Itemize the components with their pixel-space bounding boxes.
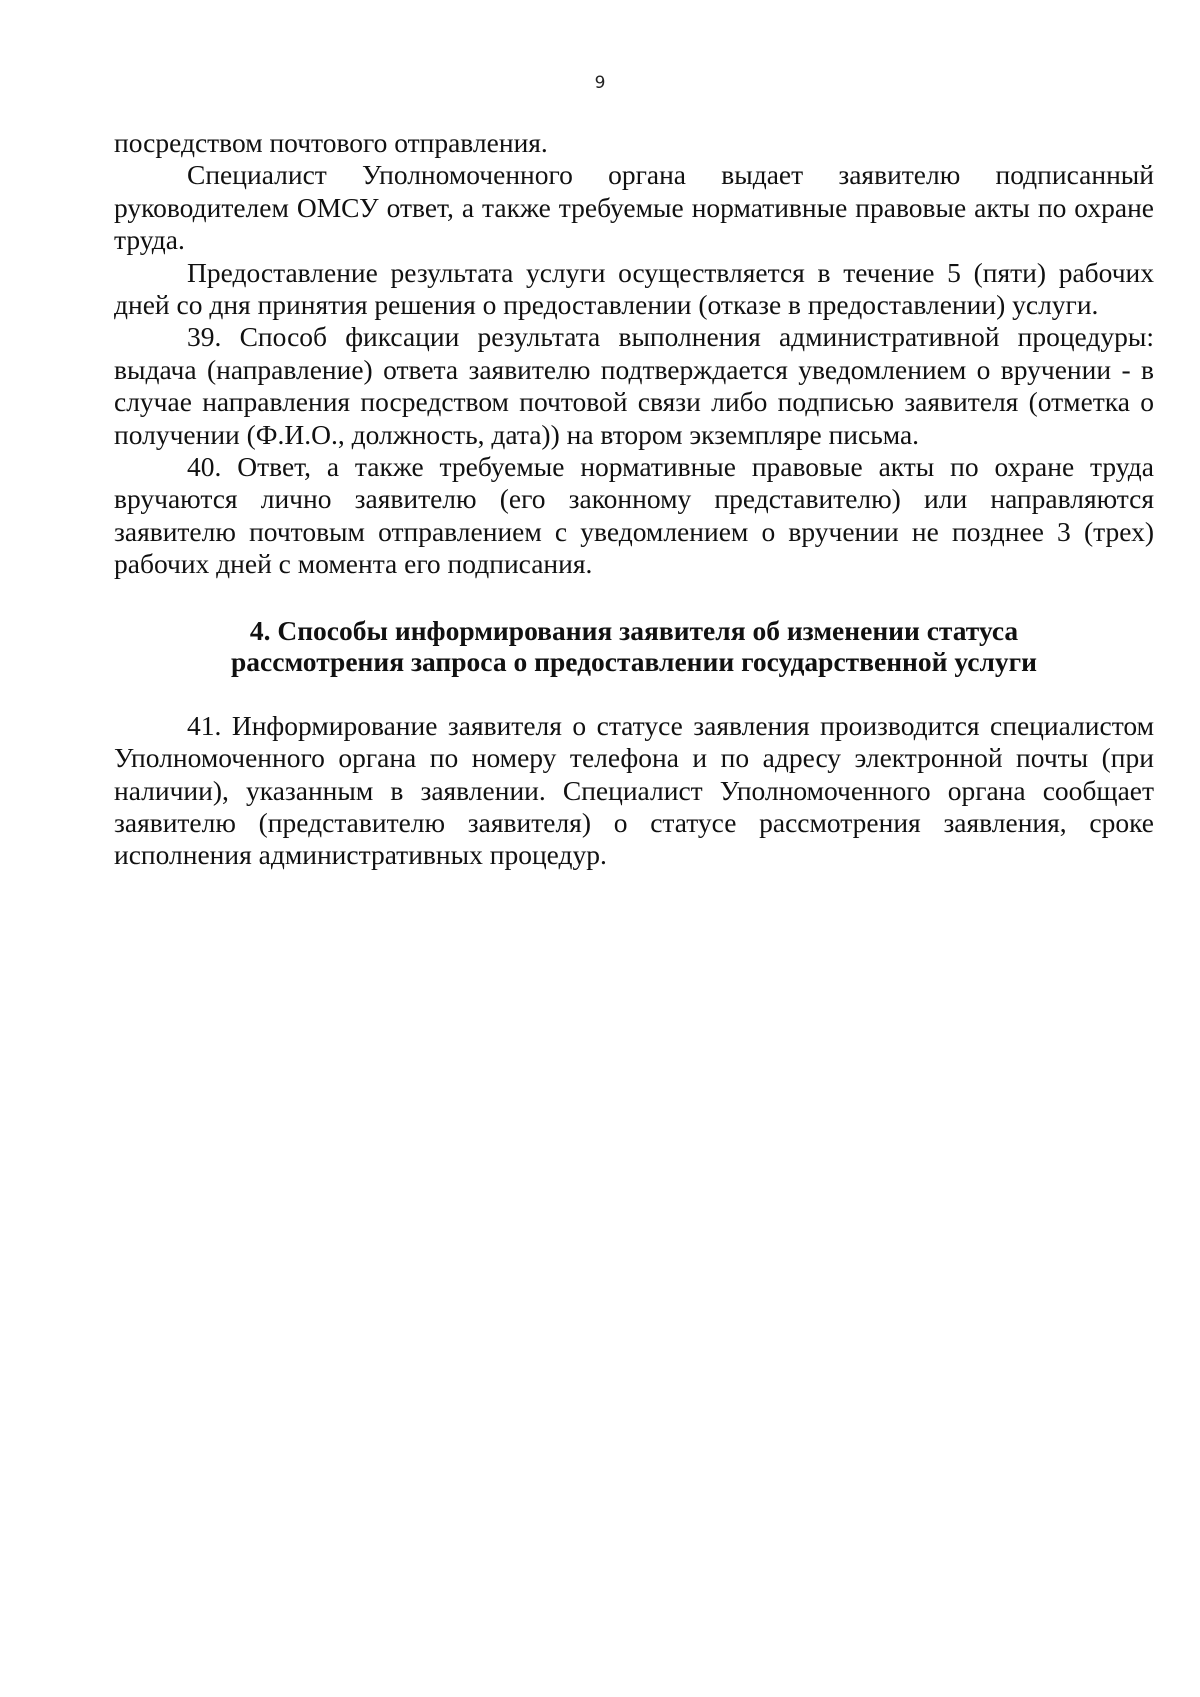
paragraph-result-delivery-term: Предоставление результата услуги осуществляется в течение 5 (пяти) рабочих дней со дня принятия решения о предоставлении (отказе в предоставлении) услуги. — [114, 256, 1154, 321]
section-4-heading — [114, 615, 1154, 677]
paragraph-specialist-issues-answer: Специалист Уполномоченного органа выдает заявителю подписанный руководителем ОМСУ ответ, а также требуемые нормативные правовые акты по охране труда. — [114, 159, 1154, 256]
document-body — [114, 127, 1154, 872]
section-4-heading-line-1: 4. Способы информирования заявителя об изменении статуса — [249, 614, 1019, 646]
section-spacer — [114, 677, 1154, 710]
paragraph-continuation: посредством почтового отправления. — [114, 127, 548, 158]
section-4-heading-line-2: рассмотрения запроса о предоставлении государственной услуги — [230, 645, 1037, 677]
paragraph-item-40: 40. Ответ, а также требуемые нормативные правовые акты по охране труда вручаются лично заявителю (его законному представителю) или направляются заявителю почтовым отправлением с уведомлением о вручении не позднее 3 (трех) рабочих дней с момента его подписания. — [114, 451, 1154, 580]
page-number: 9 — [594, 73, 606, 93]
paragraph-item-41: 41. Информирование заявителя о статусе заявления производится специалистом Уполномоченного органа по номеру телефона и по адресу электронной почты (при наличии), указанным в заявлении. Специалист Уполномоченного органа сообщает заявителю (представителю заявителя) о статусе рассмотрения заявления, сроке исполнения административных процедур. — [114, 709, 1154, 871]
paragraph-item-39: 39. Способ фиксации результата выполнения административной процедуры: выдача (направление) ответа заявителю подтверждается уведомлением о вручении - в случае направления посредством почтовой связи либо подписью заявителя (отметка о получении (Ф.И.О., должность, дата)) на втором экземпляре письма. — [114, 321, 1154, 450]
